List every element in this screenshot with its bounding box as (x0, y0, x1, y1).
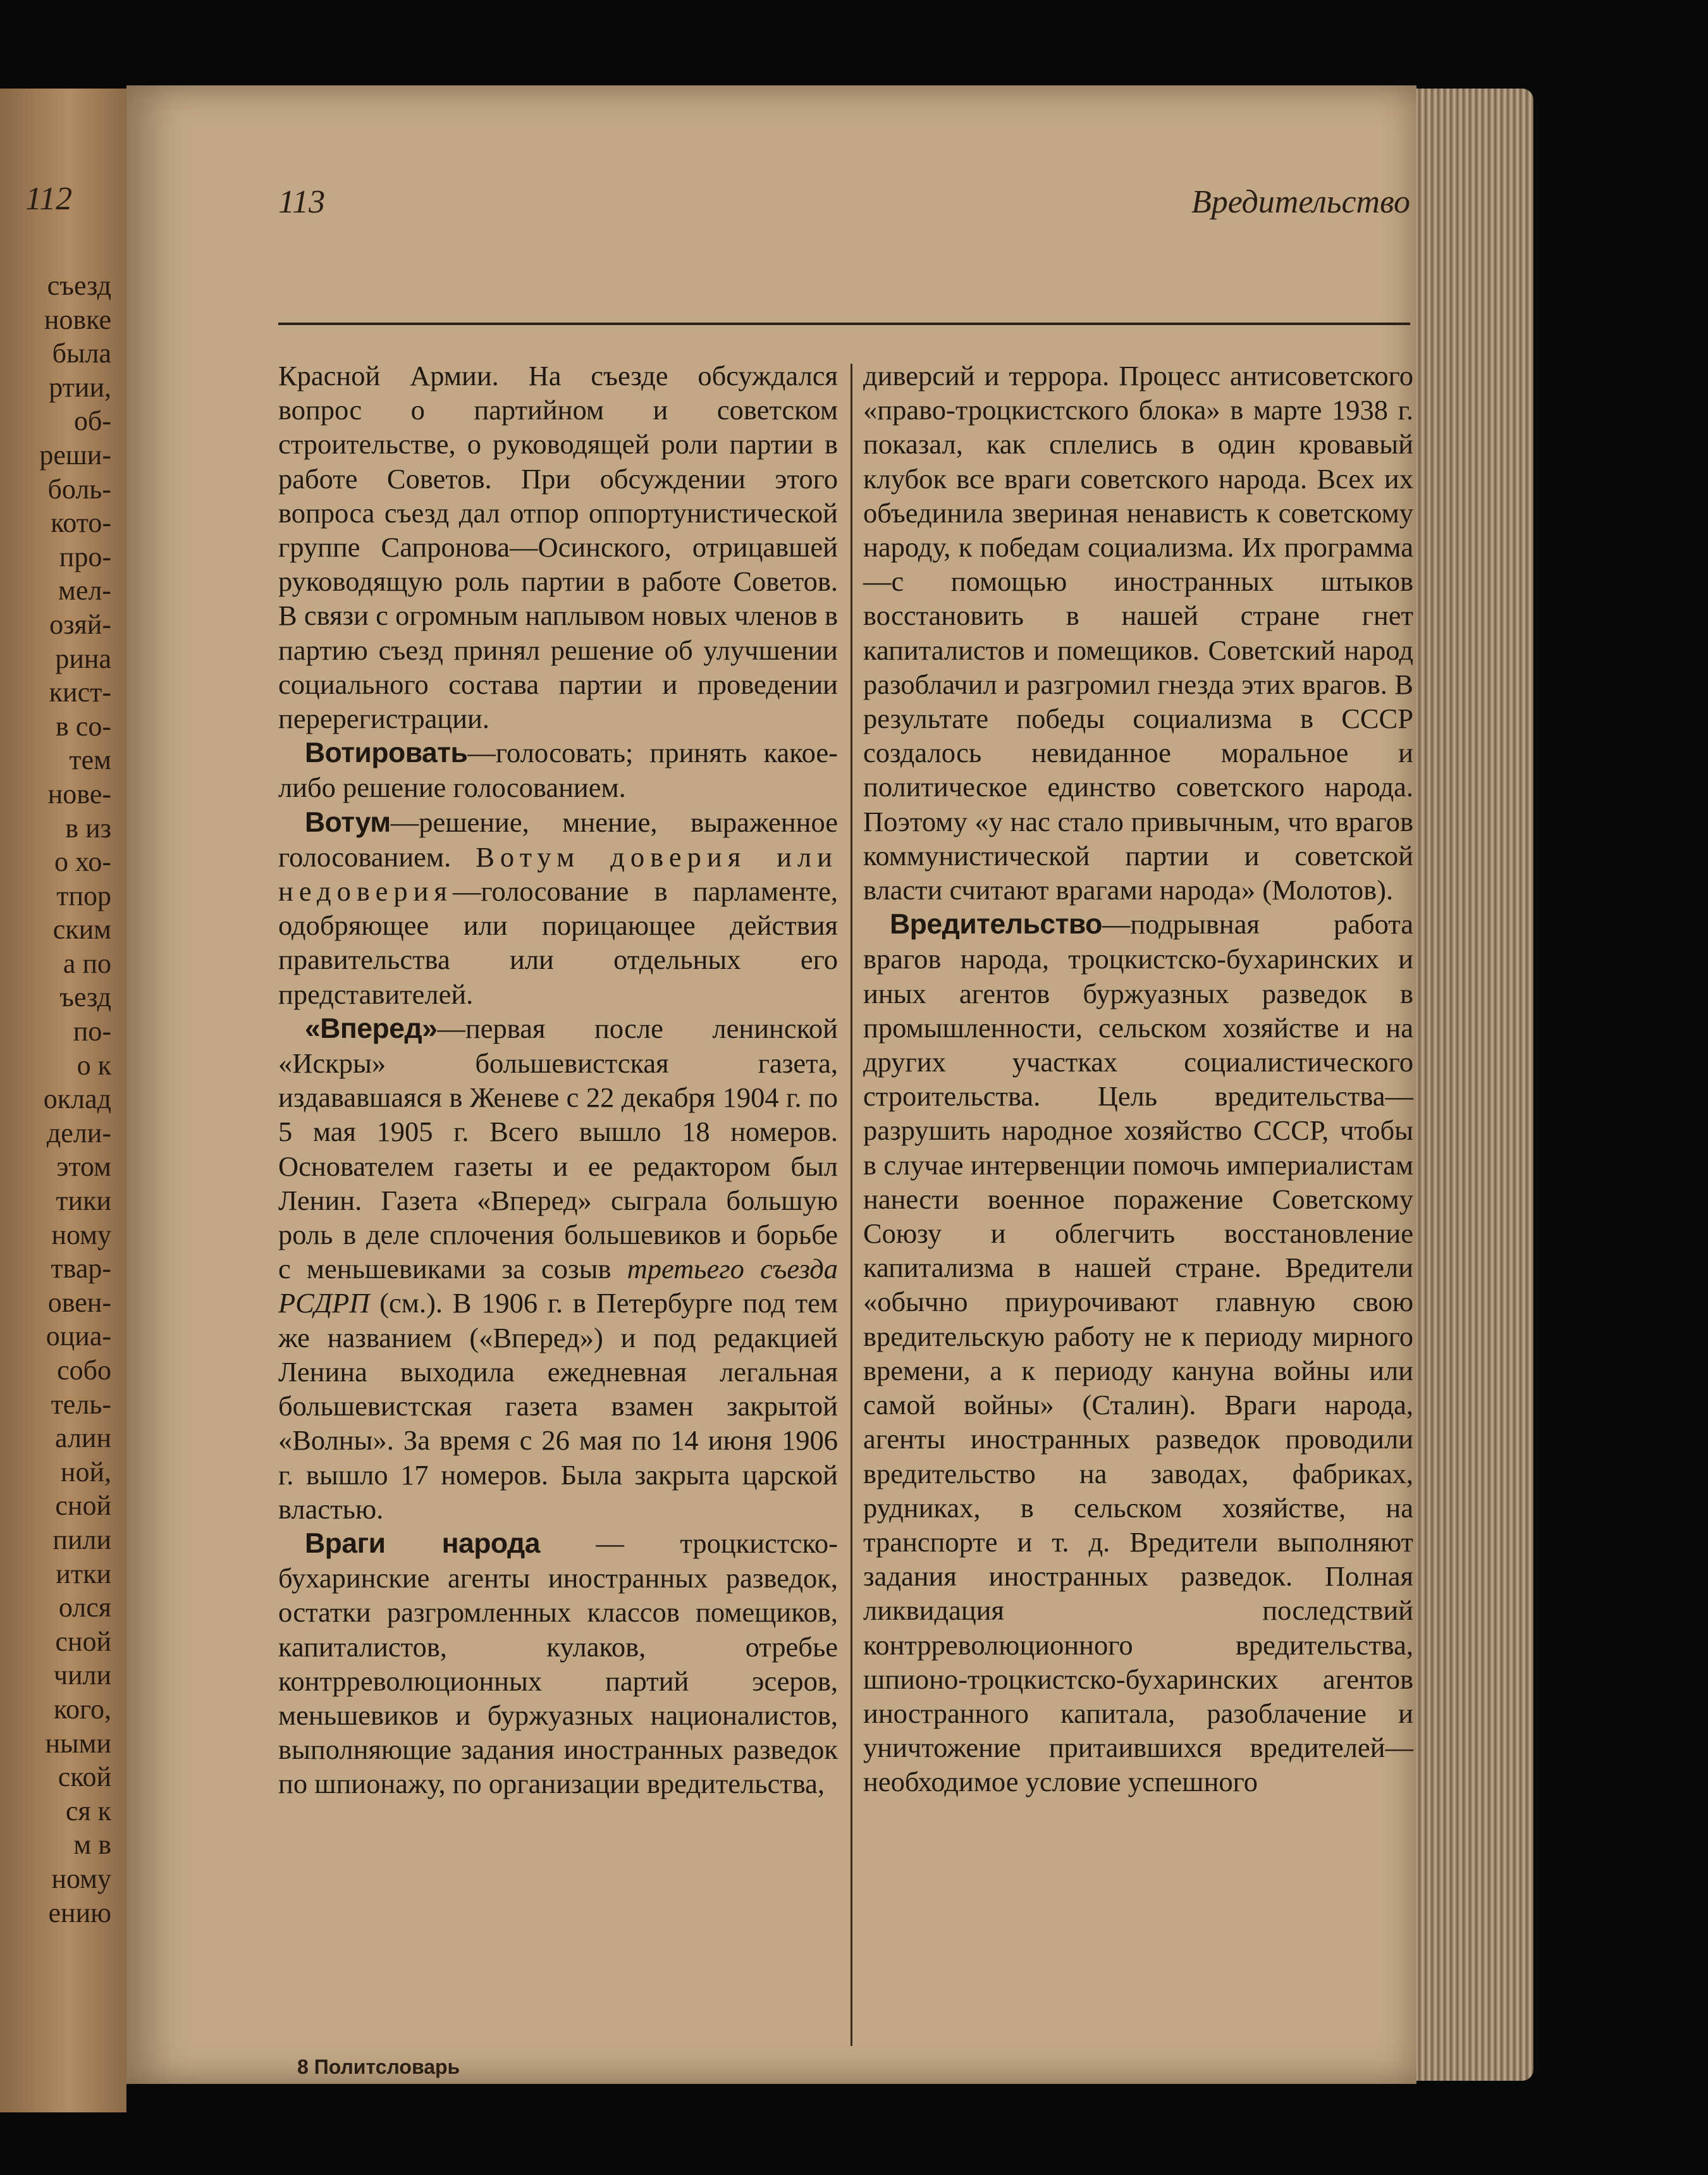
left-page-fragment: оциа- (46, 1321, 111, 1352)
left-page-fragment: дели- (46, 1117, 111, 1149)
left-page-fragment: сной (55, 1625, 111, 1657)
page-number: 113 (278, 184, 326, 220)
left-page-fragment: рина (55, 643, 111, 674)
paragraph: диверсий и террора. Процесс антисоветского «право-троцкистского блока» в марте 1938 г. показал, как сплелись в один кровавый клубок все враги советского народа. Всех их объединила звериная ненависть к советскому народу, к победам социализма. Их программа—с помощью иностранных штыков восстановить в нашей стране гнет капиталистов и помещиков. Советский народ разоблачил и разгромил гнезда этих врагов. В результате победы социализма в СССР создалось невиданное моральное и политическое единство советского народа. Поэтому «у нас стало привычным, что врагов коммунистической партии и советской власти считают врагами народа» (Молотов). (863, 360, 1413, 906)
paragraph: Красной Армии. На съезде обсуждался вопрос о партийном и советском строительстве, о руководящей роли партии в работе Советов. При обсуждении этого вопроса съезд дал отпор оппортунистической группе Сапронова—Осинского, отрицавшей руководящую роль партии в работе Советов. В связи с огромным наплывом новых членов в партию съезд принял решение об улучшении социального состава партии и проведении перерегистрации. (278, 360, 838, 735)
left-page-fragment: оклад (43, 1083, 111, 1115)
entry-definition: (см.). В 1906 г. в Петербурге под тем же названием («Вперед») и под редакцией Ленина выходила ежедневная легальная большевистская газета взамен закрытой «Волны». За время с 26 мая по 14 июня 1906 г. вышло 17 номеров. Была закрыта царской властью. (278, 1287, 838, 1525)
left-page-fragment: боль- (47, 473, 111, 505)
facing-left-page (0, 89, 126, 2112)
left-page-fragment: этом (56, 1151, 111, 1183)
left-page-fragment: ртии, (49, 371, 111, 403)
left-page-fragment: твар- (51, 1253, 111, 1285)
left-page-fragment: а по (63, 947, 111, 979)
left-page-fragment: м в (73, 1829, 111, 1861)
entry-vpered (278, 1011, 838, 1526)
entry-votum (278, 805, 838, 1011)
cross-reference: третьего съезда РСДРП (278, 1253, 838, 1319)
left-page-fragment: ся к (65, 1795, 111, 1827)
left-page-fragment: об- (73, 405, 111, 437)
entry-definition: —голосовать; принять какое-либо решение голосованием. (278, 737, 838, 804)
left-page-number: 112 (25, 181, 73, 217)
entry-term: Враги народа (305, 1527, 541, 1559)
printer-signature: 8 Политсловарь (297, 2055, 460, 2078)
left-page-fragment: кото- (51, 507, 111, 539)
left-page-fragment: озяй- (49, 608, 111, 640)
text-column-left (278, 359, 838, 1801)
entry-definition: —первая после ленинской «Искры» большевистская газета, издававшаяся в Женеве с 22 декабря 1904 г. по 5 мая 1905 г. Всего вышло 18 номеров. Основателем газеты и ее редактором был Ленин. Газета «Вперед» сыграла большую роль в деле сплочения большевиков и борьбе с меньшевиками за созыв (278, 1012, 838, 1285)
left-page-fragment: итки (56, 1558, 111, 1589)
left-page-fragment: в со- (56, 710, 111, 742)
left-page-fragment: ению (48, 1897, 111, 1928)
spaced-emphasis: Вотум доверия или недоверия (278, 841, 838, 908)
entry-term: Вотум (305, 806, 391, 838)
left-page-fragment: тики (56, 1185, 111, 1217)
book-page (126, 85, 1416, 2084)
left-page-text-fragments (39, 269, 111, 1930)
left-page-fragment: реши- (39, 439, 111, 471)
left-page-fragment: новке (44, 304, 111, 335)
left-page-fragment: овен- (47, 1286, 111, 1318)
left-page-fragment: ной, (60, 1456, 111, 1488)
left-page-fragment: ными (45, 1727, 111, 1759)
entry-definition: — троцкистско-бухаринские агенты иностранных разведок, остатки разгромленных классов помещиков, капиталистов, кулаков, отребье контрреволюционных партий эсеров, меньшевиков и буржуазных националистов, выполняющие задания иностранных разведок по шпионажу, по организации вредительства, (278, 1527, 838, 1800)
left-page-fragment: ному (51, 1863, 111, 1894)
left-page-fragment: сной (55, 1490, 111, 1522)
text-column-right (863, 359, 1413, 1799)
entry-definition: —решение, мнение, выраженное голосованием. (278, 806, 838, 873)
entry-term: Вредительство (890, 909, 1102, 940)
left-page-fragment: чили (53, 1660, 111, 1691)
entry-vreditelstvo (863, 907, 1413, 1799)
left-page-fragment: алин (55, 1422, 111, 1454)
left-page-fragment: пили (52, 1524, 111, 1555)
left-page-fragment: кист- (49, 677, 111, 708)
left-page-fragment: о хо- (54, 846, 111, 878)
left-page-fragment: собо (57, 1355, 111, 1386)
header-rule (278, 323, 1410, 325)
left-page-fragment: олся (58, 1592, 111, 1624)
left-page-fragment: тель- (51, 1388, 111, 1420)
left-page-fragment: в из (65, 812, 111, 844)
left-page-fragment: ским (52, 914, 111, 946)
left-page-fragment: ному (51, 1219, 111, 1250)
left-page-fragment: мел- (58, 575, 111, 607)
entry-definition: —подрывная работа врагов народа, троцкистско-бухаринских и иных агентов буржуазных разведок в промышленности, сельском хозяйстве и на других участках социалистического строительства. Цель вредительства—разрушить народное хозяйство СССР, чтобы в случае интервенции помочь империалистам нанести военное поражение Советскому Союзу и облегчить восстановление капитализма в нашей стране. Вредители «обычно приурочивают главную свою вредительскую работу не к периоду мирного времени, а к периоду кануна войны или самой войны» (Сталин). Враги народа, агенты иностранных разведок проводили вредительство на заводах, фабриках, рудниках, в сельском хозяйстве, на транспорте и т. д. Вредители выполняют задания иностранных разведок. Полная ликвидация последствий контрреволюционного вредительства, шпионо-троцкистско-бухаринских агентов иностранного капитала, разоблачение и уничтожение притаившихся вредителей—необходимое условие успешного (863, 908, 1413, 1798)
entry-term: «Вперед» (305, 1013, 438, 1044)
left-page-fragment: съезд (47, 270, 111, 301)
entry-vragi-naroda (278, 1526, 838, 1801)
entry-votirovat (278, 736, 838, 804)
entry-definition: —голосование в парламенте, одобряющее или порицающее действия правительства или отдельных его представителей. (278, 875, 838, 1010)
left-page-fragment: нове- (47, 778, 111, 810)
left-page-fragment: тпор (56, 880, 111, 911)
book-page-edges (1407, 89, 1533, 2081)
column-divider (851, 364, 852, 2046)
entry-term: Вотировать (305, 737, 468, 769)
left-page-fragment: по- (73, 1016, 111, 1047)
left-page-fragment: была (52, 338, 111, 369)
left-page-fragment: про- (59, 541, 111, 572)
left-page-fragment: кого, (53, 1693, 111, 1725)
running-title: Вредительство (1191, 184, 1410, 220)
left-page-fragment: ъезд (59, 982, 111, 1013)
left-page-fragment: тем (69, 744, 111, 776)
left-page-fragment: о к (77, 1049, 111, 1081)
left-page-fragment: ской (58, 1761, 111, 1793)
